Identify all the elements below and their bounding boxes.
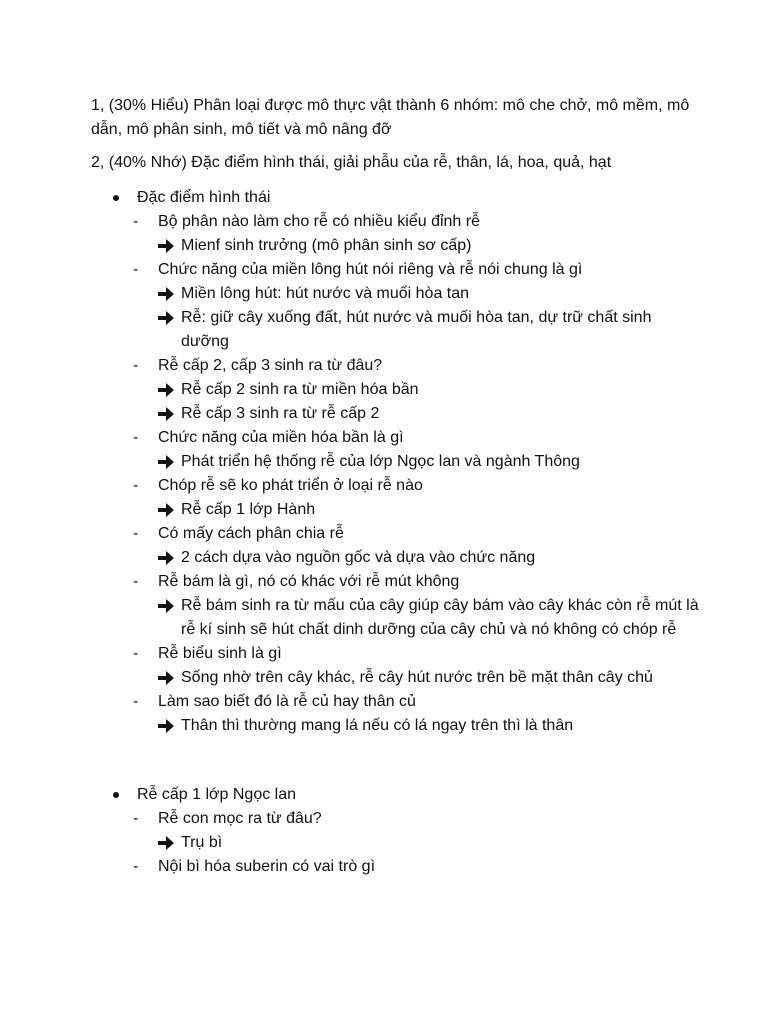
right-arrow-icon <box>158 455 174 469</box>
section-title: Rễ cấp 1 lớp Ngọc lan <box>137 786 297 803</box>
right-arrow-icon <box>158 311 174 325</box>
section-1 <box>113 186 713 738</box>
answer-item <box>113 282 713 306</box>
answer-text: Rễ cấp 1 lớp Hành <box>181 501 316 518</box>
intro-paragraph-1: 1, (30% Hiểu) Phân loại được mô thực vật thành 6 nhóm: mô che chở, mô mềm, mô dẫn, mô phân sinh, mô tiết và mô nâng đỡ <box>91 97 690 138</box>
question-item <box>113 807 713 831</box>
right-arrow-icon <box>158 503 174 517</box>
question-text: Có mấy cách phân chia rễ <box>158 525 344 542</box>
answer-text: Mienf sinh trưởng (mô phân sinh sơ cấp) <box>181 237 472 254</box>
right-arrow-icon <box>158 719 174 733</box>
question-item <box>113 690 713 714</box>
dash-marker: - <box>133 213 139 230</box>
right-arrow-icon <box>158 551 174 565</box>
answer-item <box>113 450 713 474</box>
question-item <box>113 570 713 594</box>
answer-text: Miền lông hút: hút nước và muối hòa tan <box>181 285 470 302</box>
question-text: Chức năng của miền lông hút nói riêng và rễ nói chung là gì <box>158 261 583 278</box>
answer-item <box>113 546 713 570</box>
question-list <box>113 210 713 738</box>
answer-text: Rễ cấp 3 sinh ra từ rễ cấp 2 <box>181 405 380 422</box>
answer-text: 2 cách dựa vào nguồn gốc và dựa vào chức năng <box>181 549 536 566</box>
right-arrow-icon <box>158 836 174 850</box>
answer-item <box>113 666 713 690</box>
question-item <box>113 426 713 450</box>
right-arrow-icon <box>158 407 174 421</box>
answer-text: Rễ cấp 2 sinh ra từ miền hóa bần <box>181 381 419 398</box>
dash-marker: - <box>133 645 139 662</box>
question-text: Nội bì hóa suberin có vai trò gì <box>158 858 376 875</box>
question-text: Rễ con mọc ra từ đâu? <box>158 810 322 827</box>
dash-marker: - <box>133 573 139 590</box>
answer-text: Thân thì thường mang lá nếu có lá ngay trên thì là thân <box>181 717 574 734</box>
question-text: Rễ biểu sinh là gì <box>158 645 282 662</box>
question-text: Rễ cấp 2, cấp 3 sinh ra từ đâu? <box>158 357 383 374</box>
answer-item <box>113 306 713 354</box>
answer-item <box>113 594 713 642</box>
question-item <box>113 522 713 546</box>
answer-item <box>113 498 713 522</box>
answer-item <box>113 234 713 258</box>
right-arrow-icon <box>158 239 174 253</box>
right-arrow-icon <box>158 287 174 301</box>
answer-text: Phát triển hệ thống rễ của lớp Ngọc lan và ngành Thông <box>181 453 580 470</box>
section-title: Đặc điểm hình thái <box>137 189 271 206</box>
dash-marker: - <box>133 261 139 278</box>
dash-marker: - <box>133 693 139 710</box>
question-item <box>113 474 713 498</box>
answer-item <box>113 831 713 855</box>
question-item <box>113 855 713 879</box>
question-text: Bộ phân nào làm cho rễ có nhiều kiểu đỉnh rễ <box>158 213 480 230</box>
right-arrow-icon <box>158 599 174 613</box>
answer-item <box>113 714 713 738</box>
right-arrow-icon <box>158 383 174 397</box>
question-text: Chóp rễ sẽ ko phát triển ở loại rễ nào <box>158 477 423 494</box>
question-text: Rễ bám là gì, nó có khác với rễ mút không <box>158 573 460 590</box>
answer-item <box>113 402 713 426</box>
dash-marker: - <box>133 429 139 446</box>
question-text: Chức năng của miền hóa bần là gì <box>158 429 404 446</box>
answer-text: Rễ bám sinh ra từ mấu của cây giúp cây bám vào cây khác còn rễ mút là rễ kí sinh sẽ hút chất dinh dưỡng của cây chủ và nó không có chóp rễ <box>181 597 699 638</box>
section-heading <box>113 186 713 210</box>
answer-text: Trụ bì <box>181 834 223 851</box>
dash-marker: - <box>133 525 139 542</box>
question-text: Làm sao biết đó là rễ củ hay thân củ <box>158 693 416 710</box>
dash-marker: - <box>133 810 139 827</box>
dash-marker: - <box>133 477 139 494</box>
bullet-dot-icon <box>113 792 119 798</box>
answer-text: Rễ: giữ cây xuống đất, hút nước và muối hòa tan, dự trữ chất sinh dưỡng <box>181 309 652 350</box>
section-2 <box>113 783 713 879</box>
question-item <box>113 258 713 282</box>
question-list <box>113 807 713 879</box>
question-item <box>113 642 713 666</box>
section-heading <box>113 783 713 807</box>
dash-marker: - <box>133 357 139 374</box>
intro-paragraph-2: 2, (40% Nhớ) Đặc điểm hình thái, giải phẫu của rễ, thân, lá, hoa, quả, hạt <box>91 154 612 171</box>
answer-item <box>113 378 713 402</box>
right-arrow-icon <box>158 671 174 685</box>
question-item <box>113 210 713 234</box>
question-item <box>113 354 713 378</box>
dash-marker: - <box>133 858 139 875</box>
answer-text: Sống nhờ trên cây khác, rễ cây hút nước trên bề mặt thân cây chủ <box>181 669 653 686</box>
bullet-dot-icon <box>113 195 119 201</box>
